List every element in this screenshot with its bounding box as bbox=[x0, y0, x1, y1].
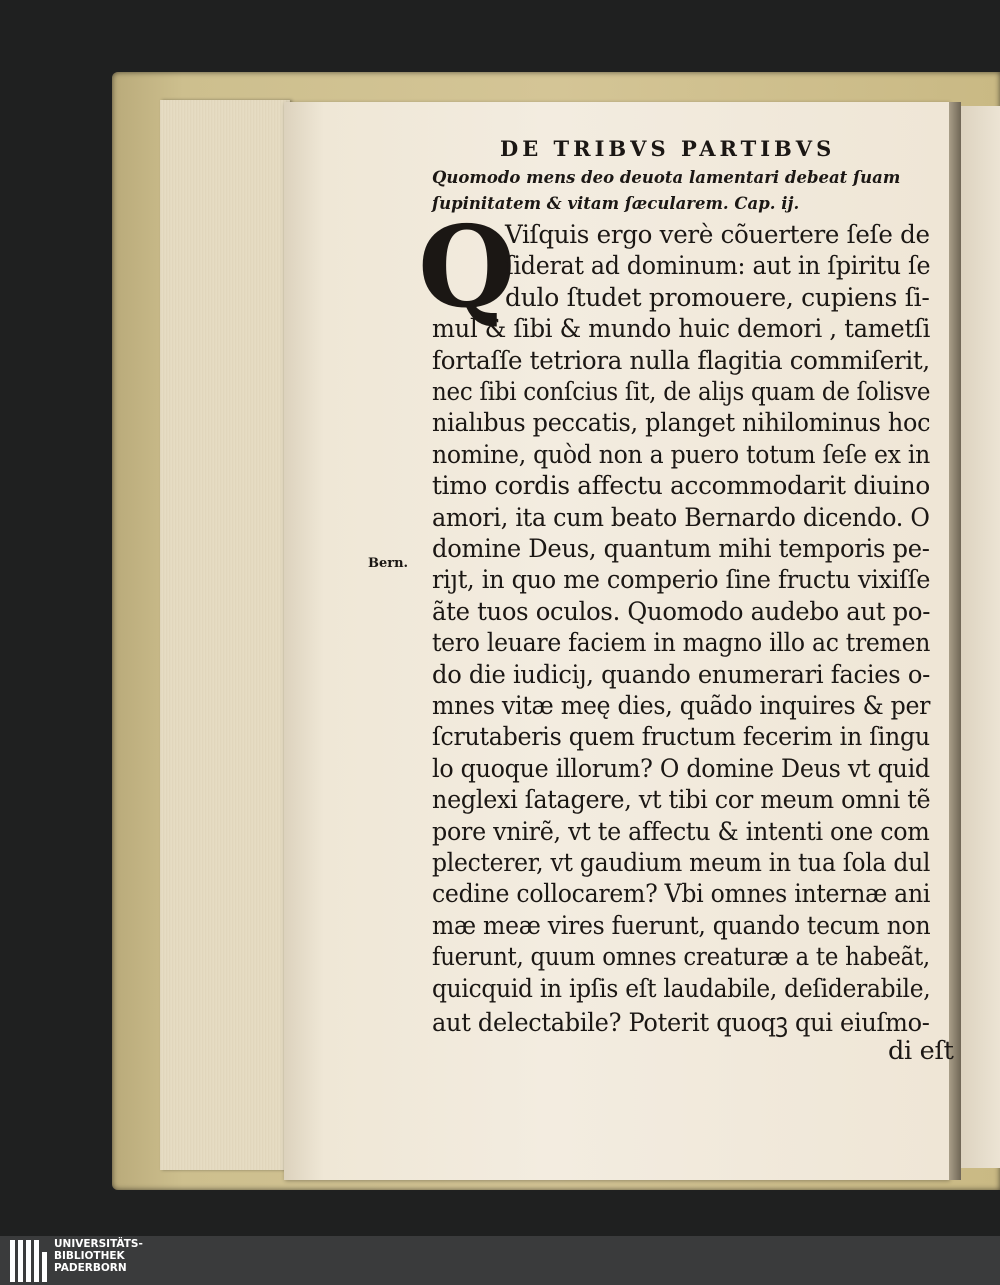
text-line: mæ meæ vires fuerunt, quando tecum non bbox=[432, 910, 931, 941]
text-line: quicquid in ipſis eſt laudabile, deſiderabile, bbox=[432, 973, 931, 1004]
text-line: tero leuare faciem in magno illo ac tremen bbox=[432, 628, 931, 659]
page-gutter bbox=[949, 102, 961, 1180]
facing-page bbox=[961, 106, 1000, 1168]
logo-line: BIBLIOTHEK bbox=[54, 1250, 125, 1262]
margin-note: Bern. bbox=[368, 556, 409, 571]
logo-line: UNIVERSITÄTS- bbox=[54, 1238, 143, 1250]
text-line: domine Deus, quantum mihi temporis pe- bbox=[432, 534, 930, 564]
text-line: do die iudiciȷ, quando enumerari facies o- bbox=[432, 659, 931, 690]
text-line: pore vnirẽ, vt te affectu & intenti one com bbox=[432, 816, 930, 847]
text-line: fuerunt, quum omnes creaturæ a te habeãt, bbox=[432, 942, 930, 973]
running-head: DE TRIBVS PARTIBVS bbox=[500, 136, 836, 161]
text-line: timo cordis affectu accommodarit diuino bbox=[432, 471, 930, 502]
text-line: dulo ſtudet promouere, cupiens ſi- bbox=[505, 282, 930, 313]
text-line: mul & ſibi & mundo huic demori , tametſi bbox=[432, 314, 931, 345]
text-line: ãte tuos oculos. Quomodo audebo aut po- bbox=[432, 596, 931, 627]
footer-bar bbox=[0, 1236, 1000, 1285]
text-line: nomine, quòd non a puero totum ſeſe ex in bbox=[432, 439, 931, 470]
logo-line: PADERBORN bbox=[54, 1262, 127, 1274]
text-line: ſcrutaberis quem fructum fecerim in ſingu bbox=[432, 722, 930, 753]
text-line: mnes vitæ meę dies, quãdo inquires & per bbox=[432, 691, 931, 721]
text-line: amori, ita cum beato Bernardo dicendo. O bbox=[432, 502, 930, 533]
text-line: cedine collocarem? Vbi omnes internæ ani bbox=[432, 879, 931, 910]
text-line: di eſt bbox=[888, 1036, 954, 1067]
chapter-heading: Quomodo mens deo deuota lamentari debeat ſuam bbox=[432, 168, 901, 187]
page-edges bbox=[160, 100, 290, 1170]
text-line: ſiderat ad dominum: aut in ſpiritu ſe bbox=[505, 251, 931, 282]
drop-initial: Q bbox=[418, 202, 516, 333]
text-line: fortaſſe tetriora nulla flagitia commiſerit, bbox=[432, 345, 930, 376]
chapter-heading-continued: ſupinitatem & vitam ſæcularem. Cap. ij. bbox=[432, 194, 800, 213]
text-line: riȷt, in quo me comperio ſine fructu vixiſſe bbox=[432, 565, 931, 596]
text-line: plecterer, vt gaudium meum in tua ſola dul bbox=[432, 848, 931, 878]
text-line: nialıbus peccatis, planget nihilominus hoc bbox=[432, 408, 931, 439]
library-logo-icon bbox=[10, 1240, 50, 1282]
text-line: nec ſibi conſcius ſit, de aliȷs quam de ſolisve bbox=[432, 377, 931, 407]
text-line: aut delectabile? Poterit quoqꝫ qui eiuſmo- bbox=[432, 1008, 930, 1038]
text-line: neglexi ſatagere, vt tibi cor meum omni tẽ bbox=[432, 785, 931, 816]
text-line: lo quoque illorum? O domine Deus vt quid bbox=[432, 753, 930, 784]
text-line: Viſquis ergo verè cõuertere ſeſe de bbox=[505, 220, 930, 250]
library-logo-text bbox=[54, 1238, 143, 1274]
